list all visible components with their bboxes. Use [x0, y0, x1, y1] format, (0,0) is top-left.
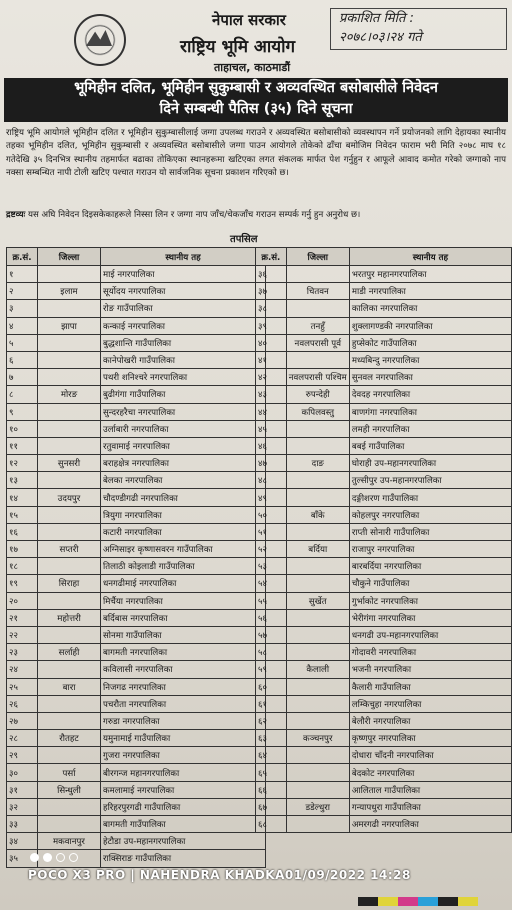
table-row	[256, 523, 512, 540]
camera-watermark: POCO X3 PRO | NAHENDRA KHADKA01/09/2022 14:28	[28, 868, 411, 882]
row-serial: ३	[7, 300, 38, 317]
table-row	[7, 300, 266, 317]
row-local-level: सुनवल नगरपालिका	[349, 369, 511, 386]
table-row	[7, 730, 266, 747]
table-row	[7, 626, 266, 643]
row-serial: ३५	[7, 850, 38, 867]
row-district	[38, 334, 101, 351]
publish-date-label: प्रकाशित मिति :	[339, 11, 414, 26]
row-serial: ५०	[256, 506, 287, 523]
row-district: रौतहट	[38, 730, 101, 747]
table-row	[256, 386, 512, 403]
row-serial: ४८	[256, 472, 287, 489]
row-district: उदयपुर	[38, 489, 101, 506]
camera-watermark-dots-icon	[30, 847, 82, 866]
row-local-level: धनगढी उप-महानगरपालिका	[349, 626, 511, 643]
row-local-level: त्रियुगा नगरपालिका	[101, 506, 266, 523]
row-local-level: अग्निसाइर कृष्णासवरन गाउँपालिका	[101, 541, 266, 558]
row-local-level: आलिताल गाउँपालिका	[349, 781, 511, 798]
row-local-level: गन्यापधुरा गाउँपालिका	[349, 798, 511, 815]
row-local-level: लमही नगरपालिका	[349, 420, 511, 437]
row-local-level: रतुवामाई नगरपालिका	[101, 437, 266, 454]
row-local-level: कन्काई नगरपालिका	[101, 317, 266, 334]
col-header-district: जिल्ला	[38, 248, 101, 266]
row-district	[38, 420, 101, 437]
row-local-level: लम्किचुहा नगरपालिका	[349, 695, 511, 712]
row-local-level: गुर्भाकोट नगरपालिका	[349, 592, 511, 609]
row-district: कञ्चनपुर	[286, 730, 349, 747]
notice-body: राष्ट्रिय भूमि आयोगले भूमिहीन दलित र भूमिहीन सुकुम्बासीलाई जग्गा उपलब्ध गराउने र अव्यवस्थित बसोबासीको व्यवस्थापन गर्ने प्रयोजनको लागि देहायका स्थानीय तहका भूमिहीन दलित, भूमिहीन सुकुम्बासी र अव्यवस्थित बसोबासीले जग्गा पाउन आयोगले तोकेको ढाँचा बमोजिम निवेदन फाराम भरी मिति २०७८ माघ १८ गतेदेखि ३५ दिनभित्र स्थानीय तहमार्फत बढाका तोकिएका स्थानहरूमा खटिएका लगत संकलक मार्फत पेश गर्नुहुन र आफूले आवाद कमोत गरेको जग्गाको नाप नक्सा सम्बन्धित नापी टोली खटिए पश्चात गराउन यो सार्वजनिक सूचना प्रकाशन गरिएको छ।	[6, 128, 506, 178]
table-row	[256, 489, 512, 506]
row-district	[38, 523, 101, 540]
row-serial: १	[7, 266, 38, 283]
row-serial: २९	[7, 747, 38, 764]
table-row	[256, 455, 512, 472]
table-row	[256, 283, 512, 300]
row-district: सिन्धुली	[38, 781, 101, 798]
table-row	[7, 712, 266, 729]
organization-name: राष्ट्रिय भूमि आयोग	[180, 37, 296, 57]
col-header-district: जिल्ला	[286, 248, 349, 266]
row-serial: ३४	[7, 833, 38, 850]
row-serial: ४३	[256, 386, 287, 403]
row-district: नवलपरासी पश्चिम	[286, 369, 349, 386]
row-district	[38, 506, 101, 523]
notice-title-line1: भूमिहीन दलित, भूमिहीन सुकुम्बासी र अव्यवस्थित बसोबासीले निवेदन	[74, 80, 438, 96]
row-serial: ८	[7, 386, 38, 403]
row-local-level: दङ्गीशरण गाउँपालिका	[349, 489, 511, 506]
row-local-level: राप्ती सोनारी गाउँपालिका	[349, 523, 511, 540]
row-local-level: हेटौडा उप-महानगरपालिका	[101, 833, 266, 850]
row-serial: १०	[7, 420, 38, 437]
row-local-level: कैलारी गाउँपालिका	[349, 678, 511, 695]
col-header-local-level: स्थानीय तह	[349, 248, 511, 266]
row-district	[286, 575, 349, 592]
row-district: मोरङ	[38, 386, 101, 403]
row-district: इलाम	[38, 283, 101, 300]
row-district	[286, 351, 349, 368]
table-row	[7, 592, 266, 609]
row-local-level: तुल्सीपुर उप-महानगरपालिका	[349, 472, 511, 489]
note-label: द्रष्टव्यः	[6, 210, 26, 220]
row-serial: २४	[7, 661, 38, 678]
table-row	[7, 781, 266, 798]
row-serial: ४	[7, 317, 38, 334]
row-local-level: बुद्धशान्ति गाउँपालिका	[101, 334, 266, 351]
row-district: नवलपरासी पूर्व	[286, 334, 349, 351]
row-serial: ७	[7, 369, 38, 386]
col-header-local-level: स्थानीय तह	[101, 248, 266, 266]
table-row	[256, 678, 512, 695]
table-row	[7, 283, 266, 300]
print-color-bar	[358, 897, 478, 906]
row-local-level: सुन्दरहरैचा नगरपालिका	[101, 403, 266, 420]
row-local-level: चौदण्डीगढी नगरपालिका	[101, 489, 266, 506]
row-local-level: उर्लाबारी नगरपालिका	[101, 420, 266, 437]
row-district	[38, 300, 101, 317]
row-district	[38, 403, 101, 420]
row-district	[286, 626, 349, 643]
table-row	[7, 317, 266, 334]
table-row	[256, 317, 512, 334]
table-row	[256, 351, 512, 368]
table-row	[256, 626, 512, 643]
row-district: बारा	[38, 678, 101, 695]
row-district	[286, 523, 349, 540]
row-district	[286, 695, 349, 712]
row-local-level: कविलासी नगरपालिका	[101, 661, 266, 678]
row-district	[286, 764, 349, 781]
row-district: महोत्तरी	[38, 609, 101, 626]
table-row	[7, 266, 266, 283]
row-district	[38, 798, 101, 815]
table-row	[256, 609, 512, 626]
row-local-level: पचरौता नगरपालिका	[101, 695, 266, 712]
row-serial: २३	[7, 644, 38, 661]
table-row	[256, 334, 512, 351]
row-local-level: निजगढ नगरपालिका	[101, 678, 266, 695]
row-local-level: सूर्योदय नगरपालिका	[101, 283, 266, 300]
row-district	[38, 592, 101, 609]
row-district: सर्लाही	[38, 644, 101, 661]
row-district	[286, 609, 349, 626]
government-name: नेपाल सरकार	[212, 11, 286, 29]
row-district: सुर्खेत	[286, 592, 349, 609]
row-local-level: कानेपोखरी गाउँपालिका	[101, 351, 266, 368]
row-serial: २८	[7, 730, 38, 747]
row-local-level: बेदकोट नगरपालिका	[349, 764, 511, 781]
row-serial: ३६	[256, 266, 287, 283]
notice-title-banner	[4, 78, 508, 122]
row-serial: ५७	[256, 626, 287, 643]
table-row	[7, 644, 266, 661]
row-local-level: पथरी शनिश्चरे नगरपालिका	[101, 369, 266, 386]
row-serial: ५८	[256, 644, 287, 661]
row-serial: ३९	[256, 317, 287, 334]
table-row	[256, 472, 512, 489]
row-district	[286, 747, 349, 764]
row-local-level: भजनी नगरपालिका	[349, 661, 511, 678]
table-row	[7, 678, 266, 695]
row-local-level: हरिहरपुरगढी गाउँपालिका	[101, 798, 266, 815]
row-district: रुपन्देही	[286, 386, 349, 403]
row-serial: ६२	[256, 712, 287, 729]
row-serial: २५	[7, 678, 38, 695]
table-row	[256, 541, 512, 558]
row-serial: ५३	[256, 558, 287, 575]
row-district	[38, 695, 101, 712]
row-district: बर्दिया	[286, 541, 349, 558]
table-row	[256, 764, 512, 781]
row-local-level: बर्दिबास नगरपालिका	[101, 609, 266, 626]
row-district	[38, 437, 101, 454]
row-serial: ४०	[256, 334, 287, 351]
note-text: यस अघि निवेदन दिइसकेकाहरूले निस्सा लिन र जग्गा नाप जाँच/चेकजाँच गराउन सम्पर्क गर्नु हुन अनुरोध छ।	[27, 210, 361, 220]
row-district: मकवानपुर	[38, 833, 101, 850]
row-local-level: भरतपुर महानगरपालिका	[349, 266, 511, 283]
row-district	[286, 489, 349, 506]
row-district	[286, 816, 349, 833]
row-district	[38, 558, 101, 575]
table-row	[7, 334, 266, 351]
row-local-level: माडी नगरपालिका	[349, 283, 511, 300]
table-row	[256, 575, 512, 592]
row-serial: ४४	[256, 403, 287, 420]
row-local-level: तिलाठी कोइलाडी गाउँपालिका	[101, 558, 266, 575]
table-row	[7, 455, 266, 472]
table-row	[7, 558, 266, 575]
row-local-level: बागमती नगरपालिका	[101, 644, 266, 661]
row-serial: ६४	[256, 747, 287, 764]
row-serial: १५	[7, 506, 38, 523]
row-local-level: बराहक्षेत्र नगरपालिका	[101, 455, 266, 472]
row-serial: ६१	[256, 695, 287, 712]
row-district	[286, 437, 349, 454]
row-serial: १६	[7, 523, 38, 540]
row-district: सिराहा	[38, 575, 101, 592]
table-row	[256, 506, 512, 523]
row-local-level: देवदह नगरपालिका	[349, 386, 511, 403]
table-row	[7, 403, 266, 420]
row-local-level: राक्सिराङ गाउँपालिका	[101, 850, 266, 867]
table-row	[7, 575, 266, 592]
row-local-level: गुजरा नगरपालिका	[101, 747, 266, 764]
row-serial: ६७	[256, 798, 287, 815]
table-row	[256, 816, 512, 833]
table-row	[7, 369, 266, 386]
row-district	[38, 816, 101, 833]
row-serial: ५१	[256, 523, 287, 540]
table-row	[7, 386, 266, 403]
table-row	[256, 661, 512, 678]
row-local-level: सोनमा गाउँपालिका	[101, 626, 266, 643]
table-row	[256, 712, 512, 729]
row-local-level: मध्यबिन्दु नगरपालिका	[349, 351, 511, 368]
table-row	[7, 609, 266, 626]
table-row	[7, 798, 266, 815]
table-row	[256, 403, 512, 420]
row-serial: १३	[7, 472, 38, 489]
row-district: कैलाली	[286, 661, 349, 678]
table-row	[7, 764, 266, 781]
row-serial: ५२	[256, 541, 287, 558]
row-local-level: राजापुर नगरपालिका	[349, 541, 511, 558]
table-row	[7, 420, 266, 437]
row-serial: २७	[7, 712, 38, 729]
row-serial: ६३	[256, 730, 287, 747]
row-local-level: कोहलपुर नगरपालिका	[349, 506, 511, 523]
row-district	[38, 712, 101, 729]
row-serial: ४१	[256, 351, 287, 368]
row-district	[286, 678, 349, 695]
table-row	[7, 541, 266, 558]
table-row	[256, 781, 512, 798]
row-local-level: बारबर्दिया नगरपालिका	[349, 558, 511, 575]
row-serial: १४	[7, 489, 38, 506]
row-district	[38, 369, 101, 386]
row-serial: २१	[7, 609, 38, 626]
schedule-table-left	[6, 247, 266, 868]
table-row	[256, 695, 512, 712]
table-row	[7, 661, 266, 678]
row-local-level: दोधारा चाँदनी नगरपालिका	[349, 747, 511, 764]
row-district	[286, 558, 349, 575]
row-serial: ९	[7, 403, 38, 420]
row-local-level: चौकुने गाउँपालिका	[349, 575, 511, 592]
row-serial: २६	[7, 695, 38, 712]
row-local-level: मिर्चैया नगरपालिका	[101, 592, 266, 609]
row-district	[38, 472, 101, 489]
row-serial: ४६	[256, 437, 287, 454]
row-serial: ५६	[256, 609, 287, 626]
row-district	[286, 712, 349, 729]
table-row	[7, 351, 266, 368]
row-serial: ३८	[256, 300, 287, 317]
table-row	[256, 798, 512, 815]
row-serial: ३१	[7, 781, 38, 798]
row-serial: २२	[7, 626, 38, 643]
row-district	[38, 661, 101, 678]
row-serial: ५४	[256, 575, 287, 592]
table-row	[7, 816, 266, 833]
row-local-level: भेरीगंगा नगरपालिका	[349, 609, 511, 626]
row-local-level: कमलामाई नगरपालिका	[101, 781, 266, 798]
row-serial: १२	[7, 455, 38, 472]
schedule-table-right	[255, 247, 512, 833]
row-local-level: माई नगरपालिका	[101, 266, 266, 283]
row-serial: ४२	[256, 369, 287, 386]
row-local-level: बेलौरी नगरपालिका	[349, 712, 511, 729]
row-district	[38, 351, 101, 368]
row-district: सप्तरी	[38, 541, 101, 558]
row-local-level: हुप्सेकोट गाउँपालिका	[349, 334, 511, 351]
row-serial: ११	[7, 437, 38, 454]
table-row	[7, 695, 266, 712]
organization-address: ताहाचल, काठमाडौं	[214, 61, 291, 74]
nepal-emblem-icon	[74, 14, 126, 66]
table-row	[7, 437, 266, 454]
row-serial: ६	[7, 351, 38, 368]
row-serial: ५५	[256, 592, 287, 609]
table-row	[256, 558, 512, 575]
row-serial: ३०	[7, 764, 38, 781]
row-local-level: रोङ गाउँपालिका	[101, 300, 266, 317]
table-row	[256, 644, 512, 661]
row-serial: ६८	[256, 816, 287, 833]
row-district	[286, 472, 349, 489]
row-serial: ४९	[256, 489, 287, 506]
table-row	[7, 523, 266, 540]
row-serial: ३३	[7, 816, 38, 833]
row-local-level: शुक्लागण्डकी नगरपालिका	[349, 317, 511, 334]
table-row	[7, 489, 266, 506]
table-title: तपसिल	[230, 234, 258, 245]
row-district	[38, 747, 101, 764]
row-local-level: बीरगन्ज महानगरपालिका	[101, 764, 266, 781]
row-serial: ६६	[256, 781, 287, 798]
row-serial: ३२	[7, 798, 38, 815]
row-local-level: घोराही उप-महानगरपालिका	[349, 455, 511, 472]
row-district: पर्सा	[38, 764, 101, 781]
row-local-level: बेलका नगरपालिका	[101, 472, 266, 489]
row-serial: ५९	[256, 661, 287, 678]
notice-title-line2: दिने सम्बन्धी पैतिस (३५) दिने सूचना	[159, 101, 353, 117]
row-district	[286, 266, 349, 283]
row-local-level: कृष्णपुर नगरपालिका	[349, 730, 511, 747]
table-row	[256, 592, 512, 609]
row-district: सुनसरी	[38, 455, 101, 472]
table-row	[256, 300, 512, 317]
row-district: बाँके	[286, 506, 349, 523]
row-district: तनहुँ	[286, 317, 349, 334]
row-serial: १९	[7, 575, 38, 592]
row-serial: ६५	[256, 764, 287, 781]
notice-note	[6, 208, 506, 220]
row-district: झापा	[38, 317, 101, 334]
row-district: दाङ	[286, 455, 349, 472]
col-header-serial: क्र.सं.	[256, 248, 287, 266]
row-serial: १८	[7, 558, 38, 575]
handwritten-publish-date	[330, 8, 507, 50]
row-district: डडेल्धुरा	[286, 798, 349, 815]
row-local-level: बाणगंगा नगरपालिका	[349, 403, 511, 420]
row-district	[286, 300, 349, 317]
row-district	[38, 266, 101, 283]
row-local-level: बबई गाउँपालिका	[349, 437, 511, 454]
row-local-level: बागमती गाउँपालिका	[101, 816, 266, 833]
row-local-level: यमुनामाई गाउँपालिका	[101, 730, 266, 747]
row-local-level: अमरगढी नगरपालिका	[349, 816, 511, 833]
col-header-serial: क्र.सं.	[7, 248, 38, 266]
row-district	[286, 420, 349, 437]
row-serial: १७	[7, 541, 38, 558]
row-district: चितवन	[286, 283, 349, 300]
row-local-level: बुढीगंगा गाउँपालिका	[101, 386, 266, 403]
row-serial: ४७	[256, 455, 287, 472]
row-district: कपिलवस्तु	[286, 403, 349, 420]
row-local-level: गरुडा नगरपालिका	[101, 712, 266, 729]
row-serial: ६०	[256, 678, 287, 695]
row-district	[286, 644, 349, 661]
row-local-level: गोदावरी नगरपालिका	[349, 644, 511, 661]
table-row	[256, 437, 512, 454]
table-row	[7, 506, 266, 523]
row-serial: २०	[7, 592, 38, 609]
row-local-level: कालिका नगरपालिका	[349, 300, 511, 317]
publish-date-value: २०७८।०३।२४ गते	[339, 30, 422, 45]
table-row	[7, 472, 266, 489]
row-serial: ३७	[256, 283, 287, 300]
row-serial: ५	[7, 334, 38, 351]
table-row	[256, 266, 512, 283]
table-row	[7, 747, 266, 764]
table-row	[256, 747, 512, 764]
table-row	[256, 730, 512, 747]
table-row	[256, 420, 512, 437]
row-local-level: कटारी नगरपालिका	[101, 523, 266, 540]
row-district	[38, 626, 101, 643]
row-serial: ४५	[256, 420, 287, 437]
table-row	[256, 369, 512, 386]
row-serial: २	[7, 283, 38, 300]
row-local-level: धनगढीमाई नगरपालिका	[101, 575, 266, 592]
row-district	[286, 781, 349, 798]
